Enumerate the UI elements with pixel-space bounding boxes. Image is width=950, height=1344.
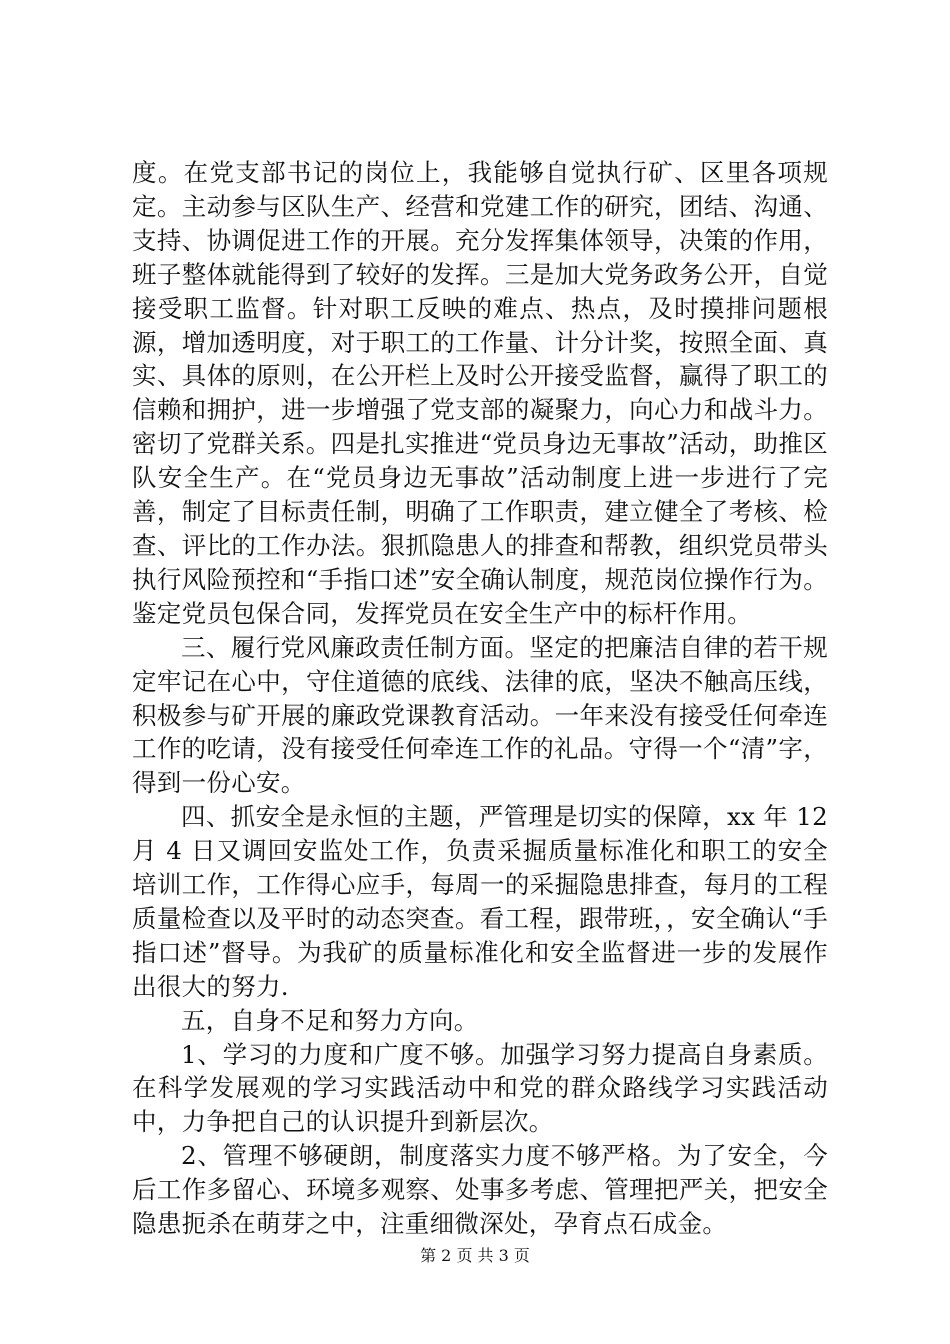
paragraph-safety: 四、抓安全是永恒的主题，严管理是切实的保障，xx 年 12 月 4 日又调回安监处工作，负责采掘质量标准化和职工的安全培训工作，工作得心应手，每周一的采掘隐患排查，每月的工程质量检查以及平时的动态突查。看工程，跟带班，，安全确认“手指口述”督导。为我矿的质量标准化和安全监督进一步的发展作出很大的努力. [132,802,828,1001]
paragraph-item-2: 2、管理不够硬朗，制度落实力度不够严格。为了安全，今后工作多留心、环境多观察、处事多考虑、管理把严关，把安全隐患扼杀在萌芽之中，注重细微深处，孕育点石成金。 [132,1141,828,1239]
paragraph-item-1: 1、学习的力度和广度不够。加强学习努力提高自身素质。在科学发展观的学习实践活动中和党的群众路线学习实践活动中，力争把自己的认识提升到新层次。 [132,1039,828,1137]
paragraph-integrity: 三、履行党风廉政责任制方面。坚定的把廉洁自律的若干规定牢记在心中，守住道德的底线、法律的底，坚决不触高压线，积极参与矿开展的廉政党课教育活动。一年来没有接受任何牵连工作的吃请，没有接受任何牵连工作的礼品。守得一个“清”字，得到一份心安。 [132,632,828,798]
paragraph-party-work: 度。在党支部书记的岗位上，我能够自觉执行矿、区里各项规定。主动参与区队生产、经营和党建工作的研究，团结、沟通、支持、协调促进工作的开展。充分发挥集体领导，决策的作用，班子整体就能得到了较好的发挥。三是加大党务政务公开，自觉接受职工监督。针对职工反映的难点、热点，及时摸排问题根源，增加透明度，对于职工的工作量、计分计奖，按照全面、真实、具体的原则，在公开栏上及时公开接受监督，赢得了职工的信赖和拥护，进一步增强了党支部的凝聚力，向心力和战斗力。密切了党群关系。四是扎实推进“党员身边无事故”活动，助推区队安全生产。在“党员身边无事故”活动制度上进一步进行了完善，制定了目标责任制，明确了工作职责，建立健全了考核、检查、评比的工作办法。狠抓隐患人的排查和帮教，组织党员带头执行风险预控和“手指口述”安全确认制度，规范岗位操作行为。鉴定党员包保合同，发挥党员在安全生产中的标杆作用。 [132,158,828,628]
document-body [132,156,828,1241]
page-footer: 第 2 页 共 3 页 [420,1246,530,1265]
paragraph-shortcomings-heading: 五，自身不足和努力方向。 [181,1005,479,1035]
